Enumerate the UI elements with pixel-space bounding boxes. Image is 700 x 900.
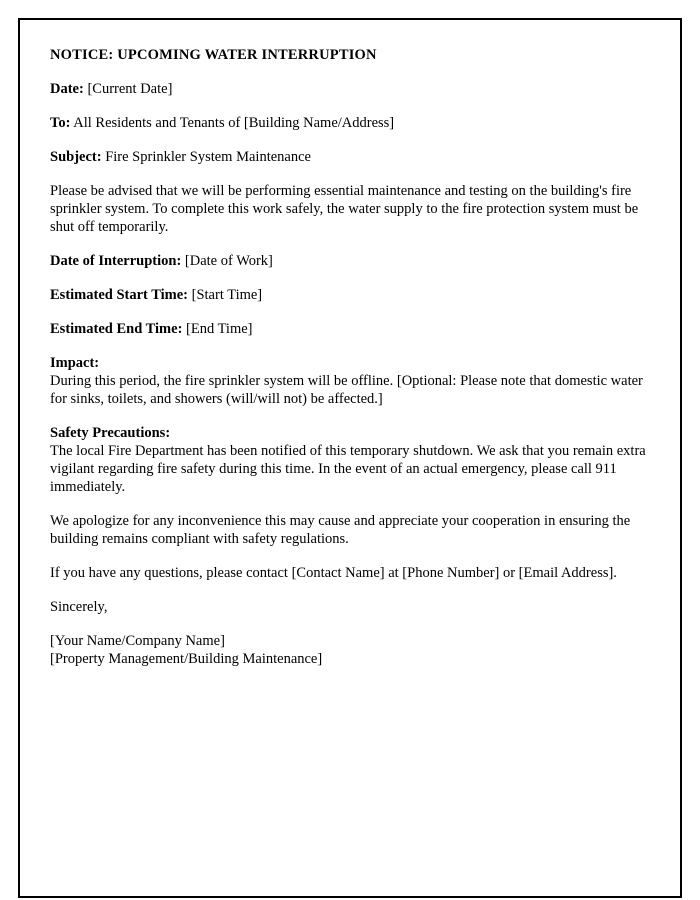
interruption-value: [Date of Work]	[184, 253, 273, 269]
to-line	[50, 114, 650, 132]
impact-label: Impact:	[50, 355, 100, 371]
date-label: Date:	[50, 81, 84, 97]
interruption-label: Date of Interruption:	[50, 253, 182, 269]
questions-paragraph: If you have any questions, please contact [Contact Name] at [Phone Number] or [Email Address].	[50, 565, 617, 581]
subject-label: Subject:	[50, 149, 102, 165]
end-time-label: Estimated End Time:	[50, 321, 183, 337]
signature-line1: [Your Name/Company Name]	[50, 633, 225, 649]
signature-line2: [Property Management/Building Maintenance]	[50, 651, 323, 667]
safety-text: The local Fire Department has been notified of this temporary shutdown. We ask that you remain extra vigilant regarding fire safety during this time. In the event of an actual emergency, please call 911 immediately.	[50, 443, 646, 495]
subject-line	[50, 148, 650, 166]
start-time-label: Estimated Start Time:	[50, 287, 189, 303]
notice-letter	[18, 18, 682, 898]
date-value: [Current Date]	[87, 81, 173, 97]
signature-block	[50, 632, 650, 668]
end-time-value: [End Time]	[186, 321, 253, 337]
safety-label: Safety Precautions:	[50, 425, 171, 441]
interruption-line	[50, 252, 650, 270]
notice-title: NOTICE: UPCOMING WATER INTERRUPTION	[50, 47, 377, 63]
closing-line: Sincerely,	[50, 599, 108, 615]
to-label: To:	[50, 115, 71, 131]
intro-paragraph: Please be advised that we will be performing essential maintenance and testing on the building's fire sprinkler system. To complete this work safely, the water supply to the fire protection system must be shut off temporarily.	[50, 183, 639, 235]
date-line	[50, 80, 650, 98]
apology-paragraph: We apologize for any inconvenience this may cause and appreciate your cooperation in ensuring the building remains compliant with safety regulations.	[50, 513, 631, 547]
end-time-line	[50, 320, 650, 338]
start-time-value: [Start Time]	[191, 287, 263, 303]
impact-text: During this period, the fire sprinkler system will be offline. [Optional: Please note that domestic water for sinks, toilets, and showers (will/will not) be affected.]	[50, 373, 643, 407]
start-time-line	[50, 286, 650, 304]
subject-value: Fire Sprinkler System Maintenance	[105, 149, 311, 165]
to-value: All Residents and Tenants of [Building Name/Address]	[73, 115, 395, 131]
safety-block	[50, 424, 650, 496]
impact-block	[50, 354, 650, 408]
